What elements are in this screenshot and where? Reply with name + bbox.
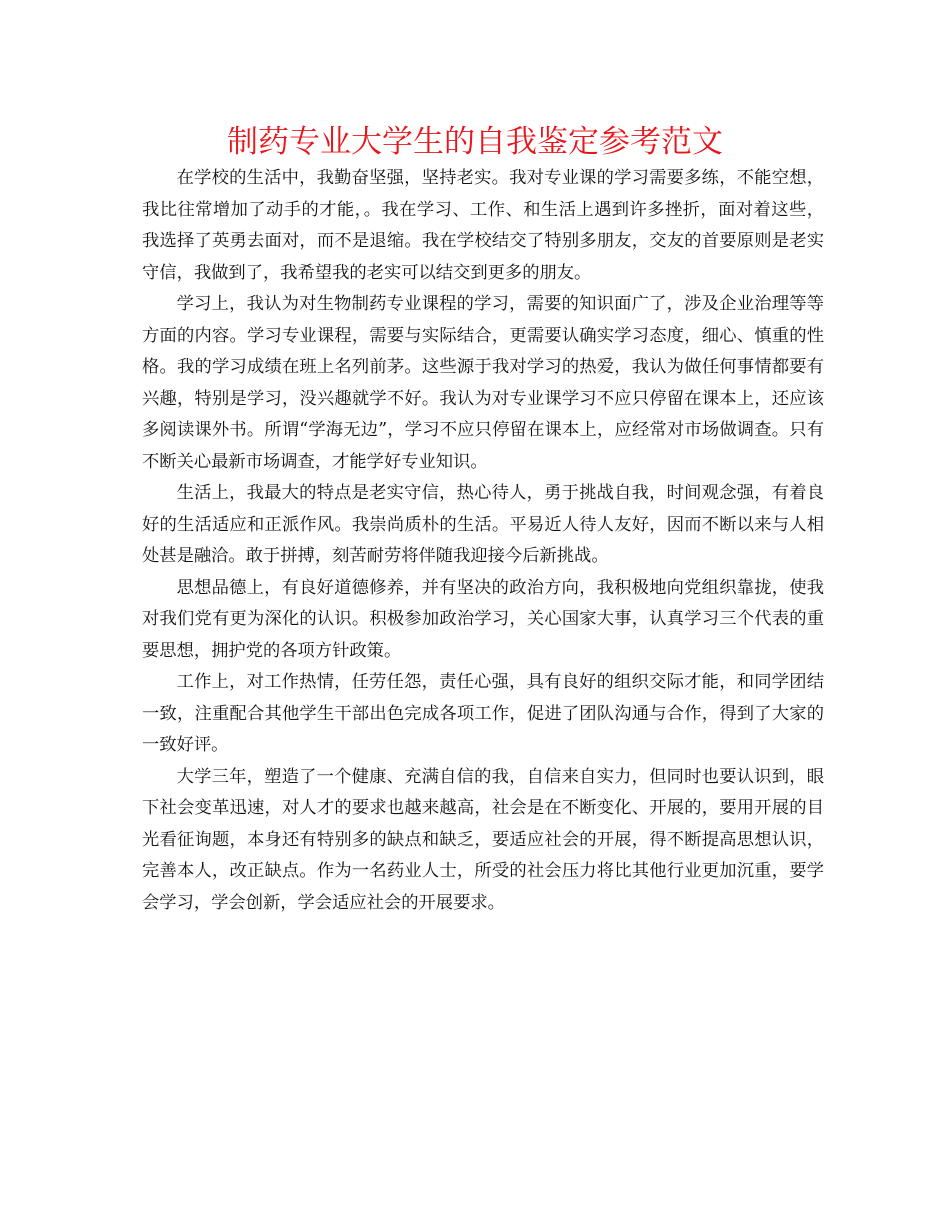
paragraph-summary: 大学三年，塑造了一个健康、充满自信的我，自信来自实力，但同时也要认识到，眼下社会变革迅速，对人才的要求也越来越高，社会是在不断变化、开展的，要用开展的目光看征询题，本身还有特别多的缺点和缺乏，要适应社会的开展，得不断提高思想认识，完善本人，改正缺点。作为一名药业人士，所受的社会压力将比其他行业更加沉重，要学会学习，学会创新，学会适应社会的开展要求。 [142, 766, 824, 913]
paragraph-work: 工作上，对工作热情，任劳任怨，责任心强，具有良好的组织交际才能，和同学团结一致，注重配合其他学生干部出色完成各项工作，促进了团队沟通与合作，得到了大家的一致好评。 [142, 672, 824, 755]
document-title: 制药专业大学生的自我鉴定参考范文 [227, 124, 723, 160]
paragraph-school-life: 在学校的生活中，我勤奋坚强，坚持老实。我对专业课的学习需要多练，不能空想，我比往常增加了动手的才能，。我在学习、工作、和生活上遇到许多挫折，面对着这些，我选择了英勇去面对，而不是退缩。我在学校结交了特别多朋友，交友的首要原则是老实守信，我做到了，我希望我的老实可以结交到更多的朋友。 [142, 168, 824, 283]
document-body [142, 163, 824, 919]
paragraph-study: 学习上，我认为对生物制药专业课程的学习，需要的知识面广了，涉及企业治理等等方面的内容。学习专业课程，需要与实际结合，更需要认确实学习态度，细心、慎重的性格。我的学习成绩在班上名列前茅。这些源于我对学习的热爱，我认为做任何事情都要有兴趣，特别是学习，没兴趣就学不好。我认为对专业课学习不应只停留在课本上，还应该多阅读课外书。所谓“学海无边”，学习不应只停留在课本上，应经常对市场做调查。只有不断关心最新市场调查，才能学好专业知识。 [142, 294, 824, 472]
paragraph-moral-character: 思想品德上，有良好道德修养，并有坚决的政治方向，我积极地向党组织靠拢，使我对我们党有更为深化的认识。积极参加政治学习，关心国家大事，认真学习三个代表的重要思想，拥护党的各项方针政策。 [142, 577, 824, 661]
paragraph-daily-life: 生活上，我最大的特点是老实守信，热心待人，勇于挑战自我，时间观念强，有着良好的生活适应和正派作风。我崇尚质朴的生活。平易近人待人友好，因而不断以来与人相处甚是融洽。敢于拼搏，刻苦耐劳将伴随我迎接今后新挑战。 [142, 483, 824, 566]
